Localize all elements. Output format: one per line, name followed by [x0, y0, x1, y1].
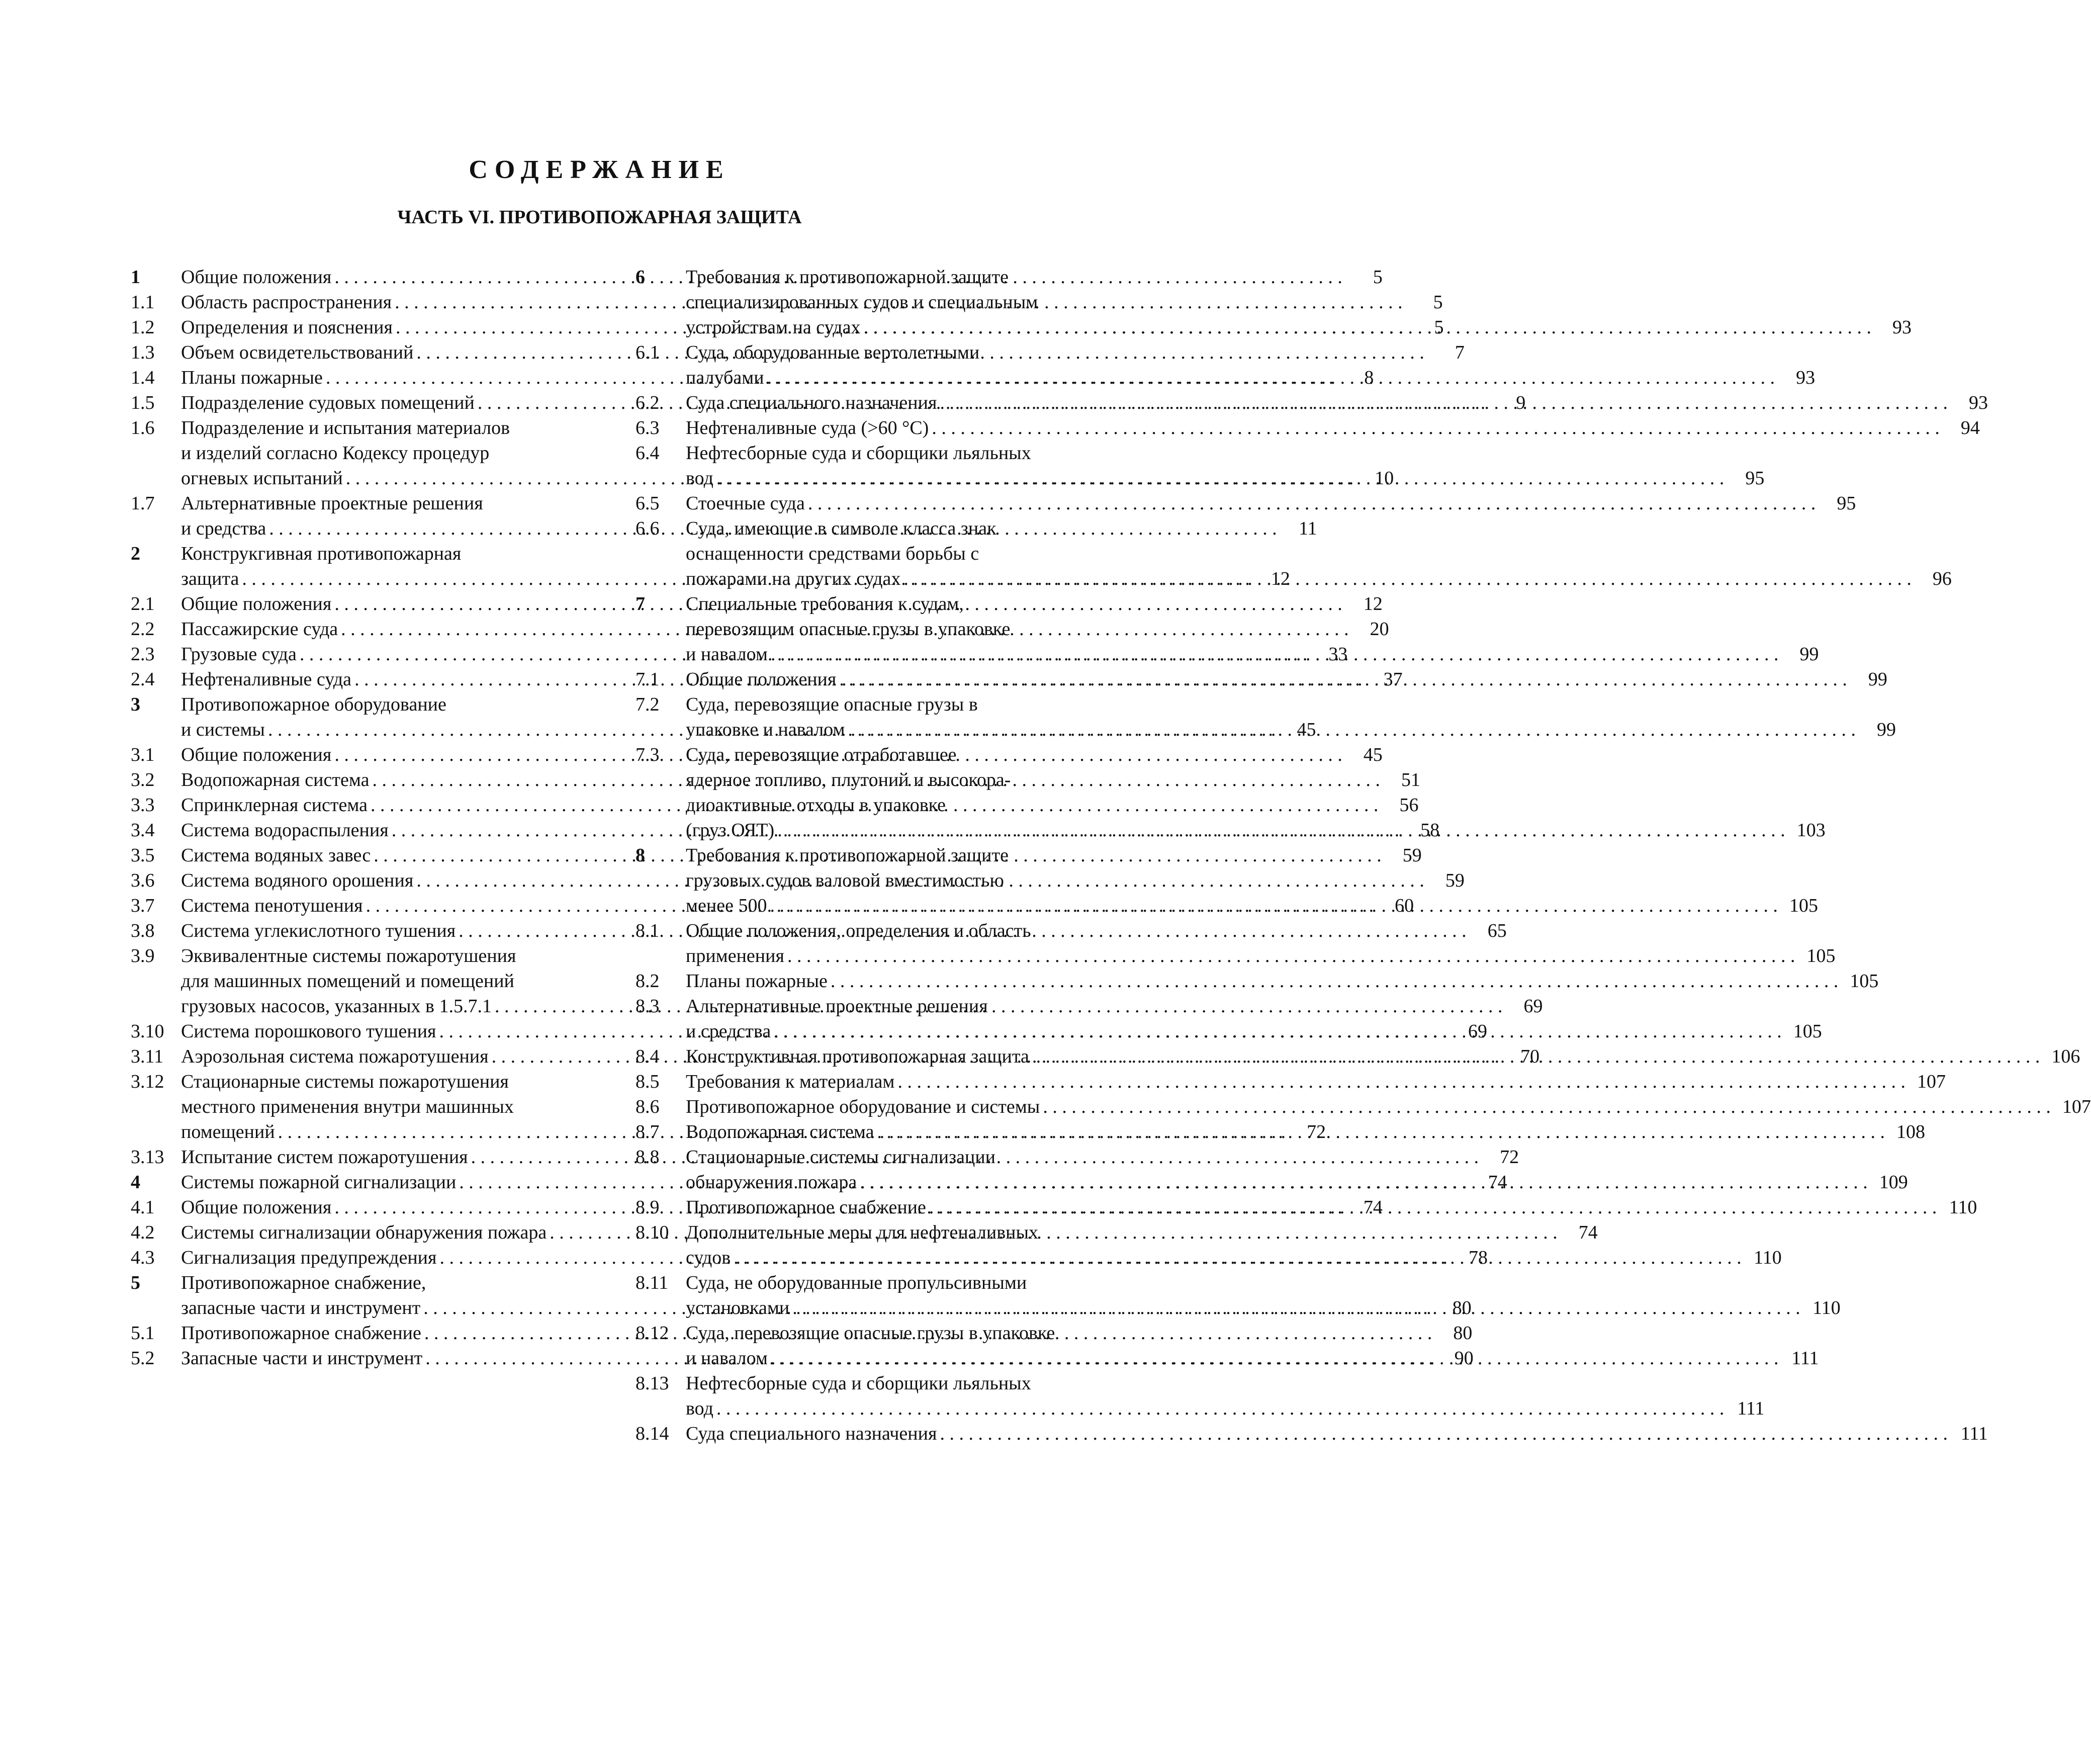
toc-entry-title: и навалом: [686, 1348, 768, 1369]
toc-entry-page: 58: [1420, 820, 1440, 841]
toc-entry-number: 7.3: [635, 744, 660, 765]
toc-entry-page: 69: [1468, 1021, 1488, 1042]
toc-entry-title: палубами: [686, 367, 764, 388]
toc-entry-page: 74: [1488, 1172, 1507, 1193]
toc-entry-number: 8.2: [635, 971, 660, 992]
toc-entry-title: защита: [181, 568, 239, 589]
toc-entry-page: 72: [1307, 1121, 1326, 1142]
toc-entry-page: 105: [1806, 945, 1836, 966]
toc-entry-number: 3.3: [131, 795, 155, 816]
toc-entry-number: 4: [131, 1172, 140, 1193]
toc-entry-title: Требования к противопожарной защите: [686, 267, 1009, 288]
toc-entry-page: 45: [1297, 719, 1316, 740]
toc-entry-title: Специальные требования к судам,: [686, 593, 964, 614]
toc-entry-title: Суда специального назначения: [686, 392, 937, 413]
toc-entry-title: Запасные части и инструмент: [181, 1348, 423, 1369]
toc-entry-number: 3.8: [131, 920, 155, 941]
toc-entry-number: 8.10: [635, 1222, 669, 1243]
dot-leader: [940, 390, 1948, 415]
toc-entry-page: 78: [1468, 1247, 1488, 1268]
toc-entry-title: судов: [686, 1247, 731, 1268]
dot-leader: [903, 566, 1912, 591]
toc-entry-title: Водопожарная система: [181, 769, 370, 790]
toc-entry-number: 3.9: [131, 945, 155, 966]
dot-leader: [877, 1119, 1885, 1144]
toc-entry-page: 60: [1395, 895, 1414, 916]
toc-entry-title: грузовых судов валовой вместимостью: [686, 870, 1004, 891]
toc-entry-page: 7: [1454, 342, 1465, 363]
toc-entry-title: Грузовые суда: [181, 644, 297, 665]
toc-entry-title: Конструктивная противопожарная защита: [686, 1046, 1029, 1067]
toc-entry-title: оснащенности средствами борьбы с: [686, 543, 979, 564]
toc-entry-title: Нефтеналивные суда (>60 °С): [686, 417, 929, 438]
toc-entry-page: 74: [1578, 1222, 1598, 1243]
toc-entry-title: Система водяного орошения: [181, 870, 414, 891]
toc-entry-title: Требования к противопожарной защите: [686, 845, 1009, 866]
toc-entry-number: 6.1: [635, 342, 660, 363]
toc-entry-title: Конструкгивная противопожарная: [181, 543, 462, 564]
dot-leader: [787, 943, 1795, 968]
toc-entry-number: 1.5: [131, 392, 155, 413]
toc-entry-number: 1.6: [131, 417, 155, 438]
toc-entry-title: перевозящим опасные грузы в упаковке: [686, 619, 1011, 640]
toc-entry-number: 7: [635, 593, 645, 614]
toc-entry-number: 6: [635, 267, 645, 288]
toc-entry-title: Общие положения: [686, 669, 837, 690]
dot-leader: [767, 365, 1775, 390]
dot-leader: [860, 1170, 1868, 1195]
toc-entry-title: обнаружения пожара: [686, 1172, 857, 1193]
dot-leader: [1032, 1044, 2040, 1069]
page-title: СОДЕРЖАНИЕ: [469, 155, 731, 184]
toc-entry-page: 107: [2062, 1096, 2091, 1117]
toc-entry-number: 8.3: [635, 996, 660, 1017]
toc-entry-number: 1.2: [131, 317, 155, 338]
toc-entry-page: 105: [1850, 971, 1879, 992]
toc-entry-number: 6.2: [635, 392, 660, 413]
toc-entry-number: 8.12: [635, 1322, 669, 1344]
toc-entry-title: (груз ОЯТ): [686, 820, 775, 841]
dot-leader: [863, 315, 1871, 340]
toc-entry-title: Суда, не оборудованные пропульсивными: [686, 1272, 1027, 1293]
toc-entry-title: диоактивные отходы в упаковке: [686, 795, 946, 816]
toc-entry-page: 59: [1445, 870, 1465, 891]
toc-entry-page: 109: [1879, 1172, 1908, 1193]
toc-entry-number: 8.1: [635, 920, 660, 941]
toc-entry-page: 80: [1453, 1322, 1473, 1344]
toc-entry-page: 70: [1520, 1046, 1540, 1067]
toc-entry-title: местного применения внутри машинных: [181, 1096, 514, 1117]
toc-entry-number: 1: [131, 267, 140, 288]
toc-entry-page: 99: [1868, 669, 1887, 690]
toc-entry-page: 96: [1932, 568, 1952, 589]
toc-entry-page: 59: [1402, 845, 1422, 866]
toc-entry-title: Противопожарное оборудование: [181, 694, 446, 715]
toc-entry-page: 106: [2051, 1046, 2080, 1067]
toc-entry-page: 93: [1968, 392, 1988, 413]
toc-entry-number: 5.1: [131, 1322, 155, 1344]
toc-entry-page: 95: [1837, 493, 1856, 514]
toc-entry-title: Общие положения: [181, 593, 332, 614]
toc-entry[interactable]: [635, 1069, 1946, 1094]
dot-leader: [771, 642, 1779, 667]
toc-entry-number: 8.14: [635, 1423, 669, 1444]
dot-leader: [929, 1195, 1937, 1220]
toc-entry-title: вод: [686, 468, 713, 489]
toc-entry-title: Аэрозольная система пожаротушения: [181, 1046, 489, 1067]
toc-entry-number: 7.2: [635, 694, 660, 715]
toc-entry-number: 3.4: [131, 820, 155, 841]
toc-entry-title: Объем освидетельствований: [181, 342, 414, 363]
toc-entry-page: 10: [1375, 468, 1394, 489]
toc-entry-title: Суда, перевозящие отработавшее: [686, 744, 957, 765]
toc-entry-title: Дополнительные меры для нефтеналивных: [686, 1222, 1039, 1243]
toc-entry-page: 105: [1793, 1021, 1822, 1042]
toc-entry-title: Противопожарное снабжение: [686, 1197, 926, 1218]
toc-entry[interactable]: [635, 1371, 1765, 1421]
toc-entry[interactable]: [635, 390, 1988, 415]
toc-entry-number: 6.5: [635, 493, 660, 514]
toc-entry-title: для машинных помещений и помещений: [181, 971, 514, 992]
toc-entry-number: 8.5: [635, 1071, 660, 1092]
toc-entry-title: запасные части и инструмент: [181, 1297, 421, 1318]
toc-entry-title: Система углекислотного тушения: [181, 920, 456, 941]
toc-entry-title: Испытание систем пожаротушения: [181, 1146, 468, 1168]
toc-entry-title: вод: [686, 1398, 713, 1419]
toc-entry-page: 65: [1487, 920, 1507, 941]
toc-entry-number: 3.11: [131, 1046, 164, 1067]
toc-entry-page: 5: [1433, 292, 1443, 313]
toc-entry-title: Подразделение и испытания материалов: [181, 417, 510, 438]
toc-entry[interactable]: [635, 340, 1815, 390]
toc-entry-title: Общие положения, определения и область: [686, 920, 1031, 941]
toc-entry-page: 37: [1383, 669, 1403, 690]
toc-entry-page: 33: [1328, 644, 1348, 665]
toc-entry-number: 8.11: [635, 1272, 669, 1293]
toc-entry-title: Суда, перевозящие опасные грузы в: [686, 694, 978, 715]
toc-entry-page: 110: [1812, 1297, 1841, 1318]
toc-entry-title: Планы пожарные: [686, 971, 828, 992]
toc-entry-title: Общие положения: [181, 1197, 332, 1218]
toc-entry-title: Общие положения: [181, 744, 332, 765]
toc-entry-title: Системы пожарной сигнализации: [181, 1172, 457, 1193]
toc-entry-title: установками: [686, 1297, 790, 1318]
toc-entry-title: Требования к материалам: [686, 1071, 895, 1092]
toc-entry-page: 5: [1373, 267, 1383, 288]
dot-leader: [777, 818, 1785, 843]
toc-entry-title: и изделий согласно Кодексу процедур: [181, 443, 490, 464]
toc-entry[interactable]: [635, 491, 1856, 516]
toc-entry-title: Стоечные суда: [686, 493, 805, 514]
toc-entry-number: 3.12: [131, 1071, 164, 1092]
toc-entry-title: Планы пожарные: [181, 367, 323, 388]
toc-entry-page: 93: [1892, 317, 1912, 338]
toc-entry[interactable]: [635, 264, 1912, 340]
toc-entry-title: Система водораспыления: [181, 820, 389, 841]
toc-entry-number: 4.3: [131, 1247, 155, 1268]
toc-entry-number: 1.1: [131, 292, 155, 313]
toc-entry-title: устройствам на судах: [686, 317, 861, 338]
toc-entry-page: 8: [1364, 367, 1374, 388]
toc-entry-number: 7.1: [635, 669, 660, 690]
toc-entry-page: 56: [1399, 795, 1419, 816]
toc-entry-title: Противопожарное снабжение: [181, 1322, 421, 1344]
toc-entry-number: 3.5: [131, 845, 155, 866]
toc-entry-number: 8: [635, 845, 645, 866]
toc-entry-title: Нефтесборные суда и сборщики льяльных: [686, 443, 1031, 464]
toc-entry-number: 8.13: [635, 1373, 669, 1394]
toc-entry-page: 111: [1960, 1423, 1988, 1444]
toc-entry-title: применения: [686, 945, 784, 966]
toc-entry-title: упаковке и навалом: [686, 719, 845, 740]
dot-leader: [716, 466, 1724, 491]
toc-entry-title: и навалом: [686, 644, 768, 665]
toc-entry-title: Система порошкового тушения: [181, 1021, 436, 1042]
toc-entry-number: 3.2: [131, 769, 155, 790]
toc-entry-page: 111: [1791, 1348, 1819, 1369]
toc-entry-title: огневых испытаний: [181, 468, 343, 489]
toc-entry[interactable]: [635, 968, 1879, 994]
toc-entry-title: грузовых насосов, указанных в 1.5.7.1: [181, 996, 492, 1017]
toc-entry-page: 90: [1454, 1348, 1474, 1369]
toc-entry-title: Альтернативные проектные решения: [686, 996, 988, 1017]
toc-entry-title: и средства: [181, 518, 266, 539]
toc-entry-page: 99: [1799, 644, 1819, 665]
dot-leader: [839, 667, 1847, 692]
toc-entry-page: 12: [1270, 568, 1290, 589]
toc-entry-title: Противопожарное снабжение,: [181, 1272, 426, 1293]
toc-entry-number: 8.8: [635, 1146, 660, 1168]
toc-entry-number: 8.9: [635, 1197, 660, 1218]
toc-entry-number: 2: [131, 543, 140, 564]
toc-entry-title: Система пенотушения: [181, 895, 363, 916]
toc-entry-number: 2.3: [131, 644, 155, 665]
toc-entry-number: 6.3: [635, 417, 660, 438]
toc-entry-title: ядерное топливо, плутоний и высокора-: [686, 769, 1011, 790]
toc-entry-page: 94: [1960, 417, 1980, 438]
dot-leader: [774, 1019, 1782, 1044]
toc-entry[interactable]: [635, 1421, 1988, 1446]
toc-entry-number: 3.1: [131, 744, 155, 765]
toc-entry-number: 5.2: [131, 1348, 155, 1369]
toc-entry-page: 95: [1745, 468, 1765, 489]
toc-entry-page: 51: [1401, 769, 1420, 790]
toc-entry-number: 4.1: [131, 1197, 155, 1218]
toc-entry[interactable]: [635, 415, 1980, 440]
toc-entry-page: 107: [1917, 1071, 1946, 1092]
toc-entry-number: 3.13: [131, 1146, 164, 1168]
toc-entry-page: 69: [1523, 996, 1543, 1017]
toc-entry-page: 80: [1452, 1297, 1472, 1318]
toc-entry-title: Суда, имеющие в символе класса знак: [686, 518, 996, 539]
dot-leader: [734, 1245, 1742, 1270]
toc-entry-title: Пассажирские суда: [181, 619, 338, 640]
toc-entry-title: Область распространения: [181, 292, 392, 313]
dot-leader: [792, 1295, 1800, 1320]
toc-entry-number: 1.7: [131, 493, 155, 514]
dot-leader: [940, 1421, 1948, 1446]
dot-leader: [770, 893, 1778, 918]
toc-entry-title: Суда, оборудованные вертолетными: [686, 342, 980, 363]
toc-entry-number: 2.1: [131, 593, 155, 614]
dot-leader: [848, 717, 1856, 742]
toc-entry-title: Противопожарное оборудование и системы: [686, 1096, 1040, 1117]
toc-entry-page: 5: [1434, 317, 1444, 338]
toc-entry-number: 8.6: [635, 1096, 660, 1117]
toc-entry-title: Системы сигнализации обнаружения пожара: [181, 1222, 547, 1243]
toc-entry-title: Нефтесборные суда и сборщики льяльных: [686, 1373, 1031, 1394]
dot-leader: [897, 1069, 1905, 1094]
toc-entry-page: 105: [1789, 895, 1818, 916]
dot-leader: [932, 415, 1940, 440]
toc-entry-title: Система водяных завес: [181, 845, 371, 866]
toc-entry-number: 5: [131, 1272, 140, 1293]
toc-entry-page: 110: [1754, 1247, 1782, 1268]
toc-entry-page: 110: [1949, 1197, 1977, 1218]
toc-entry-page: 111: [1737, 1398, 1765, 1419]
toc-entry-title: Суда специального назначения: [686, 1423, 937, 1444]
dot-leader: [808, 491, 1816, 516]
toc-entry-title: помещений: [181, 1121, 275, 1142]
toc-entry-title: Эквивалентные системы пожаротушения: [181, 945, 516, 966]
toc-entry-title: Спринклерная система: [181, 795, 368, 816]
toc-entry-title: Альтернативные проектные решения: [181, 493, 483, 514]
toc-entry-number: 3.10: [131, 1021, 164, 1042]
toc-entry-number: 1.3: [131, 342, 155, 363]
toc-entry-number: 8.7: [635, 1121, 660, 1142]
toc-entry-number: 4.2: [131, 1222, 155, 1243]
toc-entry-page: 9: [1516, 392, 1526, 413]
toc-entry-number: 8.4: [635, 1046, 660, 1067]
toc-entry-number: 6.4: [635, 443, 660, 464]
toc-entry-page: 45: [1363, 744, 1383, 765]
toc-entry-number: 2.2: [131, 619, 155, 640]
toc-entry-title: Подразделение судовых помещений: [181, 392, 475, 413]
toc-entry-title: менее 500: [686, 895, 767, 916]
toc-entry-page: 11: [1299, 518, 1317, 539]
toc-entry-title: Стационарные системы сигнализации: [686, 1146, 996, 1168]
toc-entry-title: и средства: [686, 1021, 771, 1042]
toc-entry-number: 3.6: [131, 870, 155, 891]
dot-leader: [771, 1346, 1779, 1371]
toc-entry-title: специализированных судов и специальным: [686, 292, 1038, 313]
toc-entry-page: 103: [1796, 820, 1826, 841]
toc-entry-number: 6.6: [635, 518, 660, 539]
toc-entry-number: 1.4: [131, 367, 155, 388]
toc-entry-number: 3.7: [131, 895, 155, 916]
toc-entry-title: Нефтеналивные суда: [181, 669, 352, 690]
dot-leader: [716, 1396, 1724, 1421]
toc-entry-page: 108: [1896, 1121, 1925, 1142]
toc-entry-number: 2.4: [131, 669, 155, 690]
toc-entry-page: 93: [1796, 367, 1815, 388]
toc-entry-page: 74: [1363, 1197, 1383, 1218]
dot-leader: [1043, 1094, 2051, 1119]
toc-entry-title: Общие положения: [181, 267, 332, 288]
toc-entry-title: пожарами на других судах: [686, 568, 901, 589]
dot-leader: [831, 968, 1839, 994]
part-subtitle: ЧАСТЬ VI. ПРОТИВОПОЖАРНАЯ ЗАЩИТА: [397, 207, 802, 228]
toc-entry[interactable]: [635, 1094, 2091, 1119]
toc-entry-title: и системы: [181, 719, 265, 740]
toc-entry-title: Стационарные системы пожаротушения: [181, 1071, 509, 1092]
toc-entry-title: Суда, перевозящие опасные грузы в упаковке: [686, 1322, 1055, 1344]
toc-entry-page: 20: [1370, 619, 1389, 640]
toc-entry-title: Сигнализация предупреждения: [181, 1247, 437, 1268]
toc-entry-page: 72: [1500, 1146, 1519, 1168]
toc-entry-title: Водопожарная система: [686, 1121, 874, 1142]
toc-entry-title: Определения и пояснения: [181, 317, 393, 338]
toc-entry-page: 12: [1363, 593, 1383, 614]
toc-entry-page: 99: [1877, 719, 1896, 740]
toc-entry-number: 3: [131, 694, 140, 715]
